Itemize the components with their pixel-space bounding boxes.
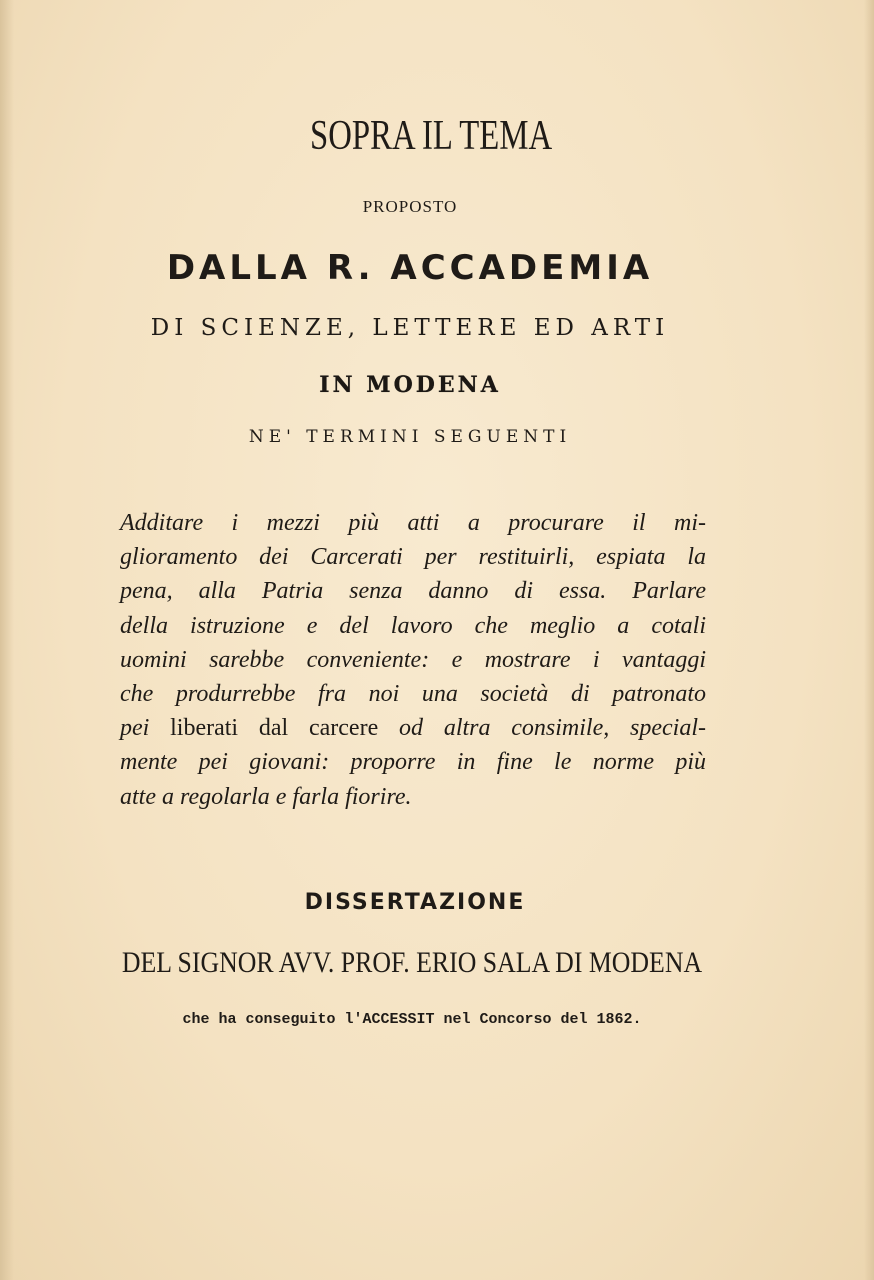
theme-passage: [120, 506, 706, 814]
passage-line: pena, alla Patria senza danno di essa. Parlare: [120, 578, 706, 605]
passage-line-mixed: [120, 711, 706, 745]
page-title: SOPRA IL TEMA: [310, 113, 553, 159]
passage-fragment-upright: liberati dal carcere: [170, 715, 379, 742]
subtitle-proposto: PROPOSTO: [362, 197, 458, 216]
passage-line: della istruzione e del lavoro che meglio a cotali: [120, 612, 706, 639]
passage-line: atte a regolarla e farla fiorire.: [120, 783, 412, 810]
dissertation-heading: DISSERTAZIONE: [304, 890, 526, 915]
passage-line: mente pei giovani: proporre in fine le norme più: [120, 749, 706, 776]
page-edge-right: [864, 0, 874, 1280]
passage-line: glioramento dei Carcerati per restituirli, espiata la: [120, 544, 706, 571]
passage-line: Additare i mezzi più atti a procurare il mi-: [120, 510, 706, 536]
city-line: IN MODENA: [319, 372, 501, 398]
passage-line: che produrrebbe fra noi una società di patronato: [120, 680, 706, 707]
terms-line: NE' TERMINI SEGUENTI: [248, 427, 572, 447]
author-line: DEL SIGNOR AVV. PROF. ERIO SALA DI MODENA: [121, 946, 703, 979]
passage-fragment: pei: [120, 715, 150, 742]
passage-line: uomini sarebbe conveniente: e mostrare i vantaggi: [120, 646, 706, 673]
academy-name: DALLA R. ACCADEMIA: [166, 248, 654, 288]
page-edge-left: [0, 0, 14, 1280]
academy-subtitle: DI SCIENZE, LETTERE ED ARTI: [150, 315, 670, 341]
award-line: che ha conseguito l'ACCESSIT nel Concorso del 1862.: [182, 1011, 642, 1028]
passage-fragment: od altra consimile, special-: [399, 715, 707, 742]
